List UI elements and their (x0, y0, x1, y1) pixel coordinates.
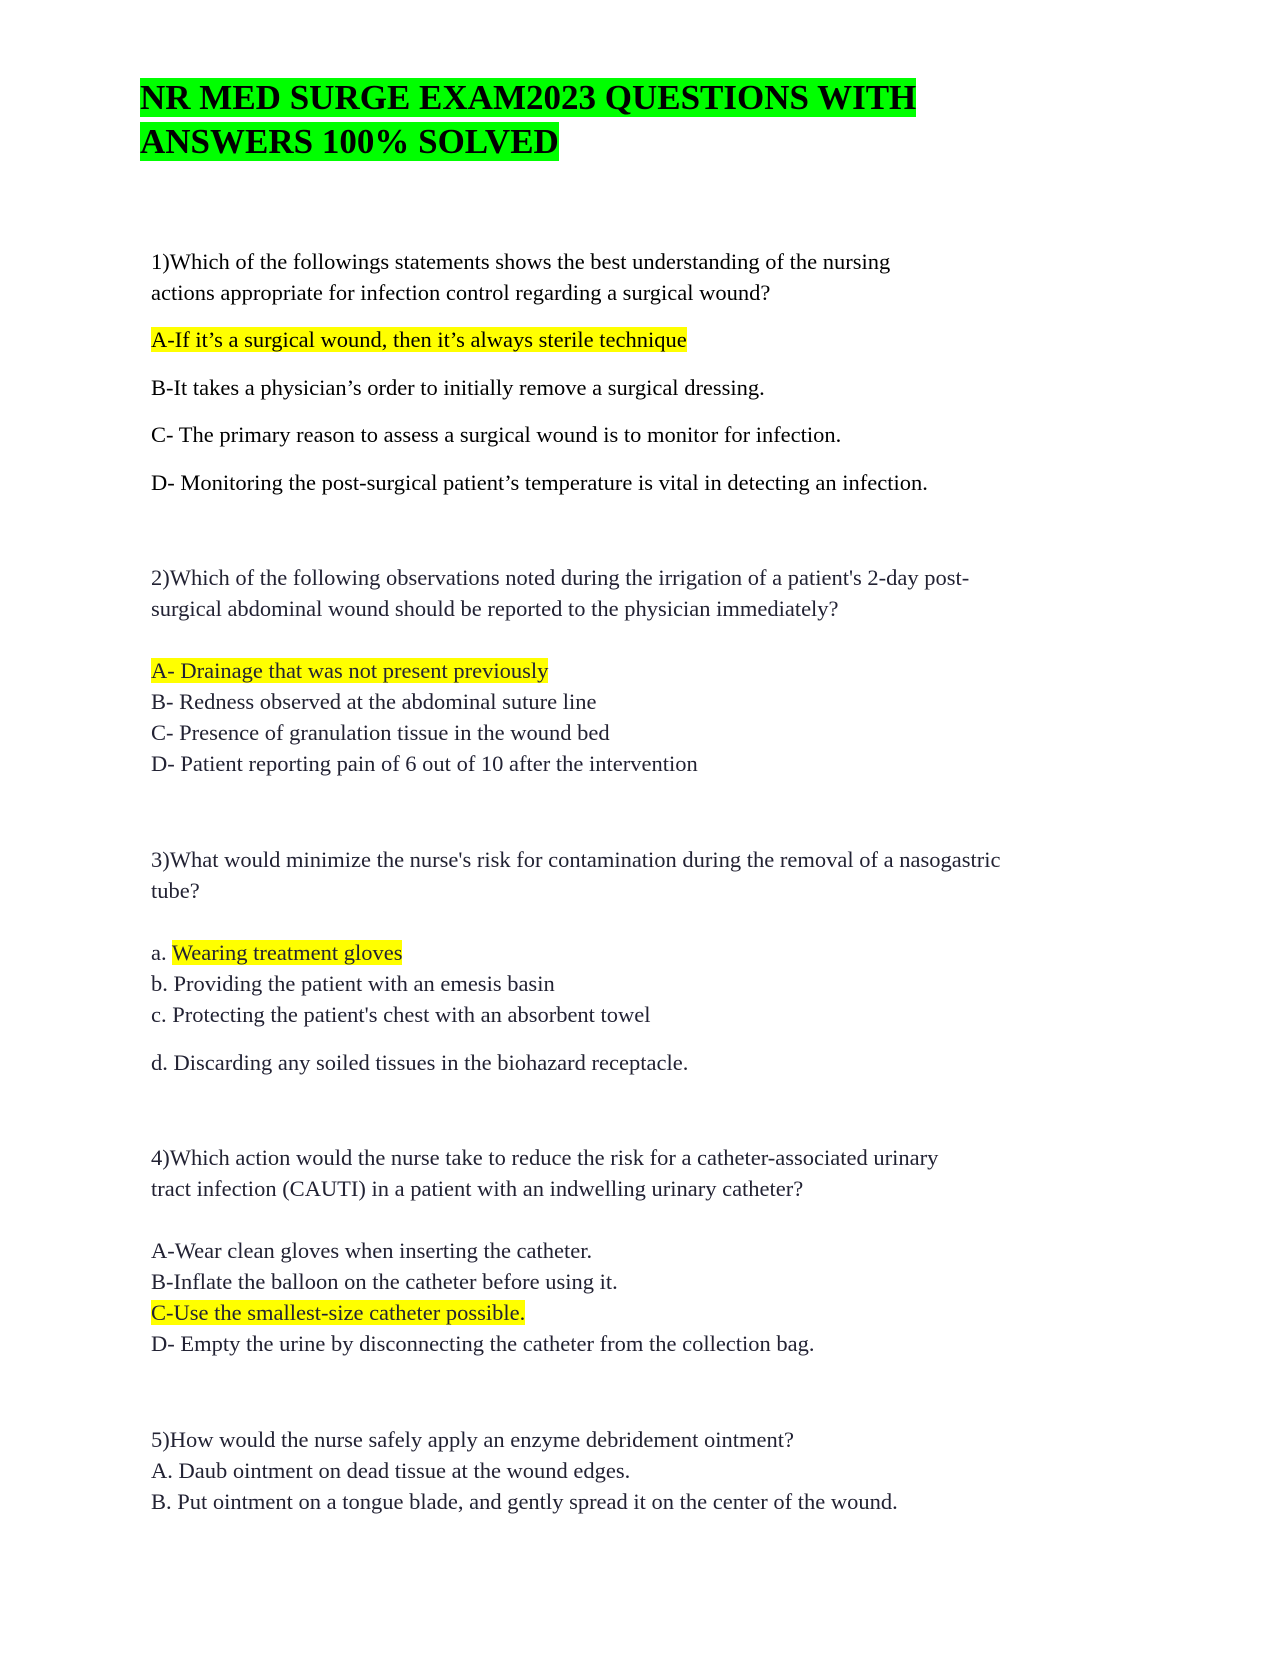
question-3-option-c: c. Protecting the patient's chest with an absorbent towel (151, 1002, 651, 1027)
correct-answer-highlight: A- Drainage that was not present previously (151, 658, 549, 683)
title-line-1: NR MED SURGE EXAM2023 QUESTIONS WITH (140, 78, 917, 117)
question-3-option-b: b. Providing the patient with an emesis basin (151, 971, 555, 996)
question-5-option-a: A. Daub ointment on dead tissue at the wound edges. (151, 1458, 631, 1483)
question-4-text-line-1: 4)Which action would the nurse take to reduce the risk for a catheter-associated urinary (151, 1145, 939, 1170)
question-4-option-d: D- Empty the urine by disconnecting the catheter from the collection bag. (151, 1331, 815, 1356)
question-3-text-line-1: 3)What would minimize the nurse's risk for contamination during the removal of a nasogastric (151, 847, 1001, 872)
question-2-option-c: C- Presence of granulation tissue in the wound bed (151, 720, 610, 745)
question-1-text-line-1: 1)Which of the followings statements shows the best understanding of the nursing (151, 249, 891, 274)
question-2-option-a (151, 656, 548, 686)
question-1-option-d: D- Monitoring the post-surgical patient’s temperature is vital in detecting an infection. (151, 470, 928, 495)
title-line-2: ANSWERS 100% SOLVED (140, 122, 559, 161)
question-4-option-c (151, 1298, 525, 1328)
question-1-option-a (151, 325, 687, 355)
question-5-text-line-1: 5)How would the nurse safely apply an enzyme debridement ointment? (151, 1427, 794, 1452)
question-2-option-b: B- Redness observed at the abdominal suture line (151, 689, 597, 714)
document-title (140, 76, 1020, 164)
question-2-text-line-2: surgical abdominal wound should be reported to the physician immediately? (151, 596, 839, 621)
question-2-text-line-1: 2)Which of the following observations noted during the irrigation of a patient's 2-day post- (151, 565, 970, 590)
question-1-text-line-2: actions appropriate for infection control regarding a surgical wound? (151, 280, 771, 305)
question-2-option-d: D- Patient reporting pain of 6 out of 10 after the intervention (151, 751, 698, 776)
correct-answer-highlight: A-If it’s a surgical wound, then it’s always sterile technique (151, 327, 687, 352)
question-5-option-b: B. Put ointment on a tongue blade, and gently spread it on the center of the wound. (151, 1489, 898, 1514)
question-3-option-a-prefix: a. (151, 940, 172, 965)
question-1-option-c: C- The primary reason to assess a surgical wound is to monitor for infection. (151, 422, 842, 447)
question-1-option-b: B-It takes a physician’s order to initially remove a surgical dressing. (151, 375, 765, 400)
question-3-option-a (151, 938, 402, 968)
question-3-text-line-2: tube? (151, 878, 200, 903)
correct-answer-highlight: C-Use the smallest-size catheter possible. (151, 1300, 526, 1325)
question-4-option-a: A-Wear clean gloves when inserting the catheter. (151, 1238, 593, 1263)
question-3-option-d: d. Discarding any soiled tissues in the biohazard receptacle. (151, 1050, 689, 1075)
question-4-option-b: B-Inflate the balloon on the catheter before using it. (151, 1269, 618, 1294)
question-4-text-line-2: tract infection (CAUTI) in a patient with an indwelling urinary catheter? (151, 1176, 804, 1201)
correct-answer-highlight: Wearing treatment gloves (171, 940, 403, 965)
